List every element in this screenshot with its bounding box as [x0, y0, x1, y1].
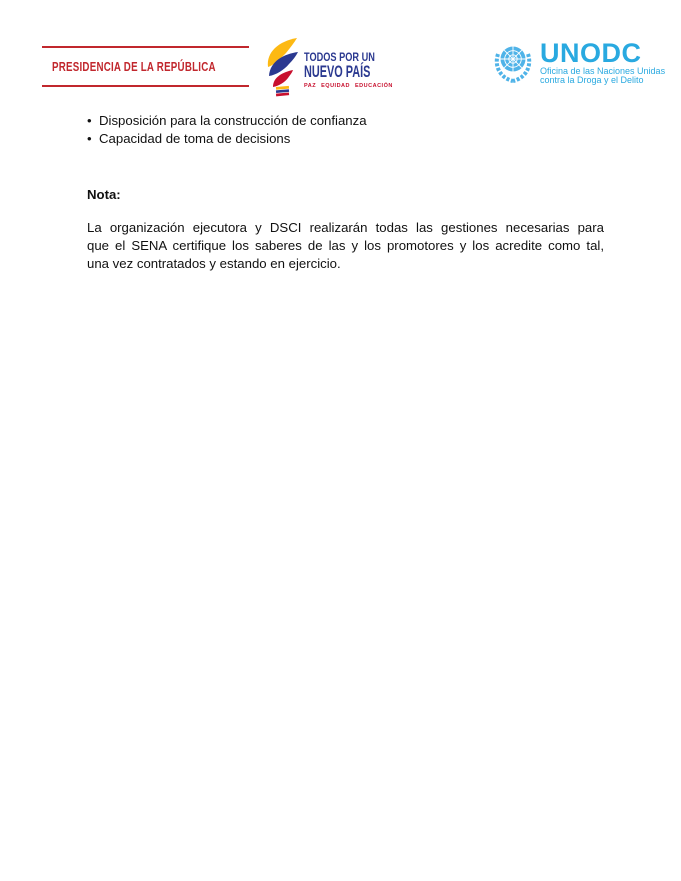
- paragraph-line: La organización ejecutora y DSCI realizarán todas las gestiones necesarias para: [87, 220, 604, 235]
- note-heading: Nota:: [87, 187, 121, 202]
- nuevo-pais-line1: TODOS POR UN: [304, 52, 375, 64]
- nuevo-pais-text: [304, 38, 405, 98]
- presidencia-logo: [42, 46, 249, 87]
- unodc-subtitle-line1: Oficina de las Naciones Unidas: [540, 66, 666, 76]
- nuevo-pais-tagline: PAZ EQUIDAD EDUCACIÓN: [304, 83, 393, 89]
- presidencia-label: PRESIDENCIA DE LA REPÚBLICA: [52, 59, 216, 74]
- unodc-text: [540, 38, 666, 86]
- bullet-list: [99, 112, 367, 147]
- nuevo-pais-swirl-icon: [263, 38, 301, 98]
- un-emblem-icon: [492, 42, 534, 86]
- nuevo-pais-logo: [263, 38, 405, 98]
- list-item: • Disposición para la construcción de confianza: [99, 112, 367, 130]
- note-paragraph: [87, 219, 604, 273]
- list-item: • Capacidad de toma de decisions: [99, 130, 367, 148]
- paragraph-line: una vez contratados y estando en ejercicio.: [87, 256, 341, 271]
- nuevo-pais-line2: NUEVO PAÍS: [304, 63, 371, 81]
- unodc-subtitle-line2: contra la Droga y el Delito: [540, 74, 644, 85]
- unodc-logo: [492, 38, 666, 86]
- unodc-acronym: UNODC: [540, 38, 642, 68]
- paragraph-line: que el SENA certifique los saberes de las y los promotores y los acredite como tal,: [87, 238, 604, 253]
